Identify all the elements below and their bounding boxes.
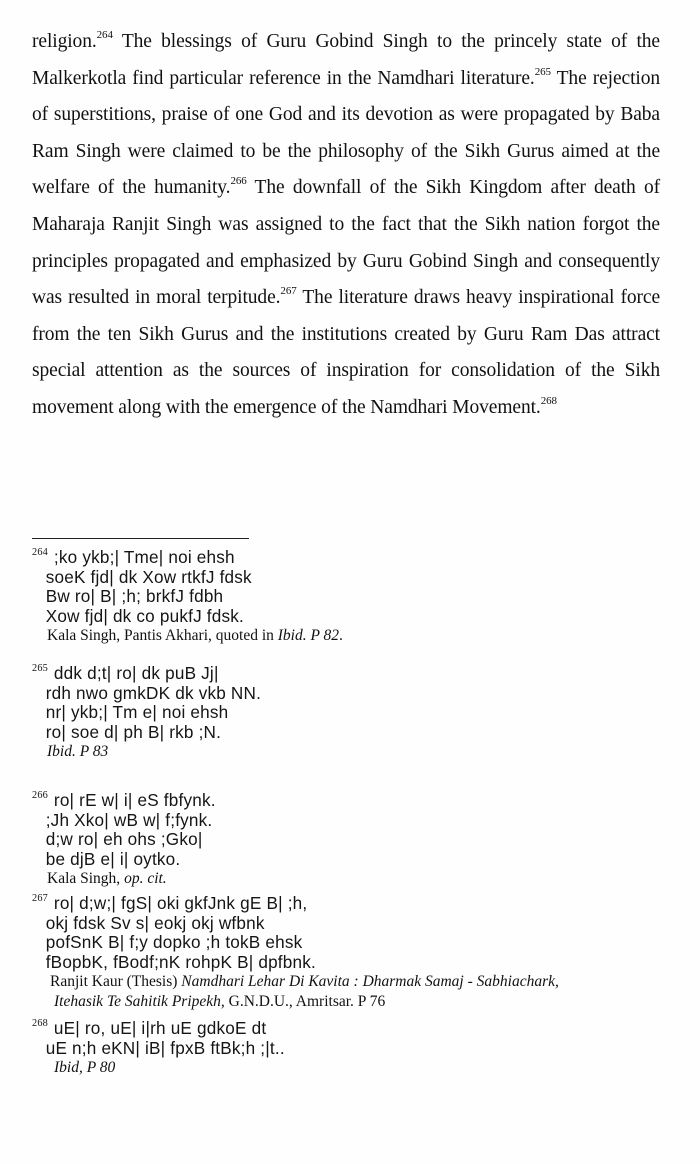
body-text-segment: The literature draws heavy inspirational force from the ten Sikh Gurus and the institutions created by Guru Ram Das attract special attention as the sources of inspiration for consolidation of the Sikh movement along with the emergence of the Namdhari Movement.	[32, 287, 660, 418]
footnote-number: 264	[32, 547, 49, 558]
verse-line: Bw ro| B| ;h; brkfJ fdbh	[45, 586, 224, 607]
verse-line: ro| rE w| i| eS fbfynk.	[53, 790, 216, 810]
verse-line: uE n;h eKN| iB| fpxB ftBk;h ;|t..	[45, 1037, 285, 1058]
footnote-267	[32, 894, 672, 1012]
verse-line: soeK fjd| dk Xow rtkfJ fdsk	[45, 566, 252, 587]
footnote-number: 265	[32, 663, 49, 674]
verse-line: ;ko ykb;| Tme| noi ehsh	[53, 547, 235, 567]
verse-line: be djB e| i| oytko.	[45, 848, 181, 869]
body-text-segment: The downfall of the Sikh Kingdom after death of Maharaja Ranjit Singh was assigned to the fact that the Sikh nation forgot the principles propagated and emphasized by Guru Gobind Singh and consequently was resulted in moral terpitude.	[32, 177, 660, 309]
verse-line: ro| d;w;| fgS| oki gkfJnk gE B| ;h,	[53, 893, 308, 913]
footnote-citation: Ranjit Kaur (Thesis) Namdhari Lehar Di Kavita : Dharmak Samaj - Sabhiachark,	[50, 973, 559, 991]
body-text-segment: The rejection of superstitions, praise of one God and its devotion as were propagated by Baba Ram Singh were claimed to be the philosophy of the Sikh Gurus aimed at the welfare of the humanity.	[32, 67, 661, 199]
body-text-segment: religion.	[32, 31, 97, 52]
verse-line: ro| soe d| ph B| rkb ;N.	[45, 721, 222, 742]
body-paragraph	[32, 24, 660, 427]
footnote-264	[32, 548, 672, 646]
verse-line: Xow fjd| dk co pukfJ fdsk.	[45, 605, 245, 626]
footnote-266	[32, 791, 672, 889]
verse-line: fBopbK, fBodf;nK rohpK B| dpfbnk.	[45, 951, 316, 972]
footnote-citation-continued: Itehasik Te Sahitik Pripekh, G.N.D.U., Amritsar. P 76	[54, 993, 386, 1011]
footnote-ref-267[interactable]: 267	[280, 285, 297, 298]
footnote-citation: Ibid. P 83	[47, 743, 109, 761]
verse-line: d;w ro| eh ohs ;Gko|	[45, 829, 203, 850]
footnote-citation: Kala Singh, op. cit.	[47, 870, 167, 888]
verse-line: rdh nwo gmkDK dk vkb NN.	[45, 682, 262, 703]
footnote-citation: Kala Singh, Pantis Akhari, quoted in Ibid. P 82.	[47, 627, 343, 645]
footnote-number: 266	[32, 790, 49, 801]
verse-line: ddk d;t| ro| dk puB Jj|	[53, 663, 219, 683]
verse-line: ;Jh Xko| wB w| f;fynk.	[45, 809, 213, 830]
body-text-segment: The blessings of Guru Gobind Singh to the princely state of the Malkerkotla find particular reference in the Namdhari literature.	[32, 31, 660, 89]
footnote-ref-264[interactable]: 264	[96, 29, 113, 41]
footnote-ref-266[interactable]: 266	[230, 175, 247, 188]
footnote-number: 268	[32, 1018, 49, 1029]
footnote-ref-265[interactable]: 265	[534, 65, 551, 78]
verse-line: uE| ro, uE| i|rh uE gdkoE dt	[53, 1018, 267, 1038]
footnote-ref-268[interactable]: 268	[540, 394, 557, 407]
verse-line: nr| ykb;| Tm e| noi ehsh	[45, 702, 229, 723]
footnote-number: 267	[32, 893, 49, 904]
footnote-citation: Ibid, P 80	[54, 1059, 116, 1077]
footnote-separator	[32, 538, 249, 539]
verse-line: okj fdsk Sv s| eokj okj wfbnk	[45, 912, 265, 933]
verse-line: pofSnK B| f;y dopko ;h tokB ehsk	[45, 932, 303, 953]
footnote-268	[32, 1019, 672, 1078]
footnote-265	[32, 664, 672, 762]
